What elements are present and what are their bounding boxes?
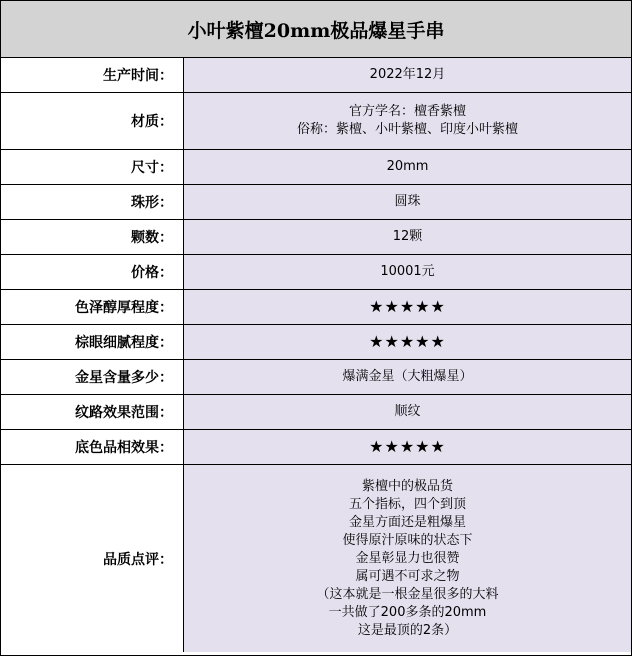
row-gold-star-content — [1, 360, 631, 395]
row-value — [184, 465, 631, 652]
star-rating: ★★★★★ — [184, 290, 631, 324]
row-label: 生产时间： — [1, 58, 184, 92]
value-line: （这本就是一根金星很多的大料 — [316, 586, 499, 602]
row-label: 材质： — [1, 93, 184, 149]
table-title: 小叶紫檀20mm极品爆星手串 — [1, 1, 631, 58]
value-line: 金星方面还是粗爆星 — [348, 514, 466, 530]
value-line: 官方学名：檀香紫檀 — [348, 104, 466, 119]
row-bead-shape — [1, 185, 631, 220]
row-label: 尺寸： — [1, 150, 184, 184]
row-value: 顺纹 — [184, 395, 631, 429]
row-label: 颗数： — [1, 220, 184, 254]
row-value: 2022年12月 — [184, 58, 631, 92]
row-label: 价格： — [1, 255, 184, 289]
row-value — [184, 93, 631, 149]
row-label: 珠形： — [1, 185, 184, 219]
value-line: 一共做了200多条的20mm — [328, 604, 487, 620]
row-bead-count — [1, 220, 631, 255]
row-label: 底色品相效果： — [1, 430, 184, 464]
star-rating: ★★★★★ — [184, 325, 631, 359]
row-value: 10001元 — [184, 255, 631, 289]
value-line: 使得原汁原味的状态下 — [342, 532, 473, 548]
row-value: 圆珠 — [184, 185, 631, 219]
row-label: 棕眼细腻程度： — [1, 325, 184, 359]
row-label: 金星含量多少： — [1, 360, 184, 394]
row-value: 12颗 — [184, 220, 631, 254]
row-production-time — [1, 58, 631, 93]
row-material — [1, 93, 631, 150]
row-label: 色泽醇厚程度： — [1, 290, 184, 324]
row-pore-fineness — [1, 325, 631, 360]
value-line: 属可遇不可求之物 — [355, 568, 460, 584]
value-line: 紫檀中的极品货 — [361, 478, 453, 494]
row-quality-review — [1, 465, 631, 652]
row-label: 品质点评： — [1, 465, 184, 652]
row-value: 20mm — [184, 150, 631, 184]
value-line: 五个指标，四个到顶 — [348, 496, 466, 512]
star-rating: ★★★★★ — [184, 430, 631, 464]
row-label: 纹路效果范围： — [1, 395, 184, 429]
row-price — [1, 255, 631, 290]
row-base-color — [1, 430, 631, 465]
row-size — [1, 150, 631, 185]
row-color-richness — [1, 290, 631, 325]
value-line: 金星彰显力也很赞 — [355, 550, 460, 566]
value-line: 俗称：紫檀、小叶紫檀、印度小叶紫檀 — [296, 122, 518, 137]
row-grain-range — [1, 395, 631, 430]
row-value: 爆满金星（大粗爆星） — [184, 360, 631, 394]
value-line: 这是最顶的2条） — [357, 622, 458, 638]
